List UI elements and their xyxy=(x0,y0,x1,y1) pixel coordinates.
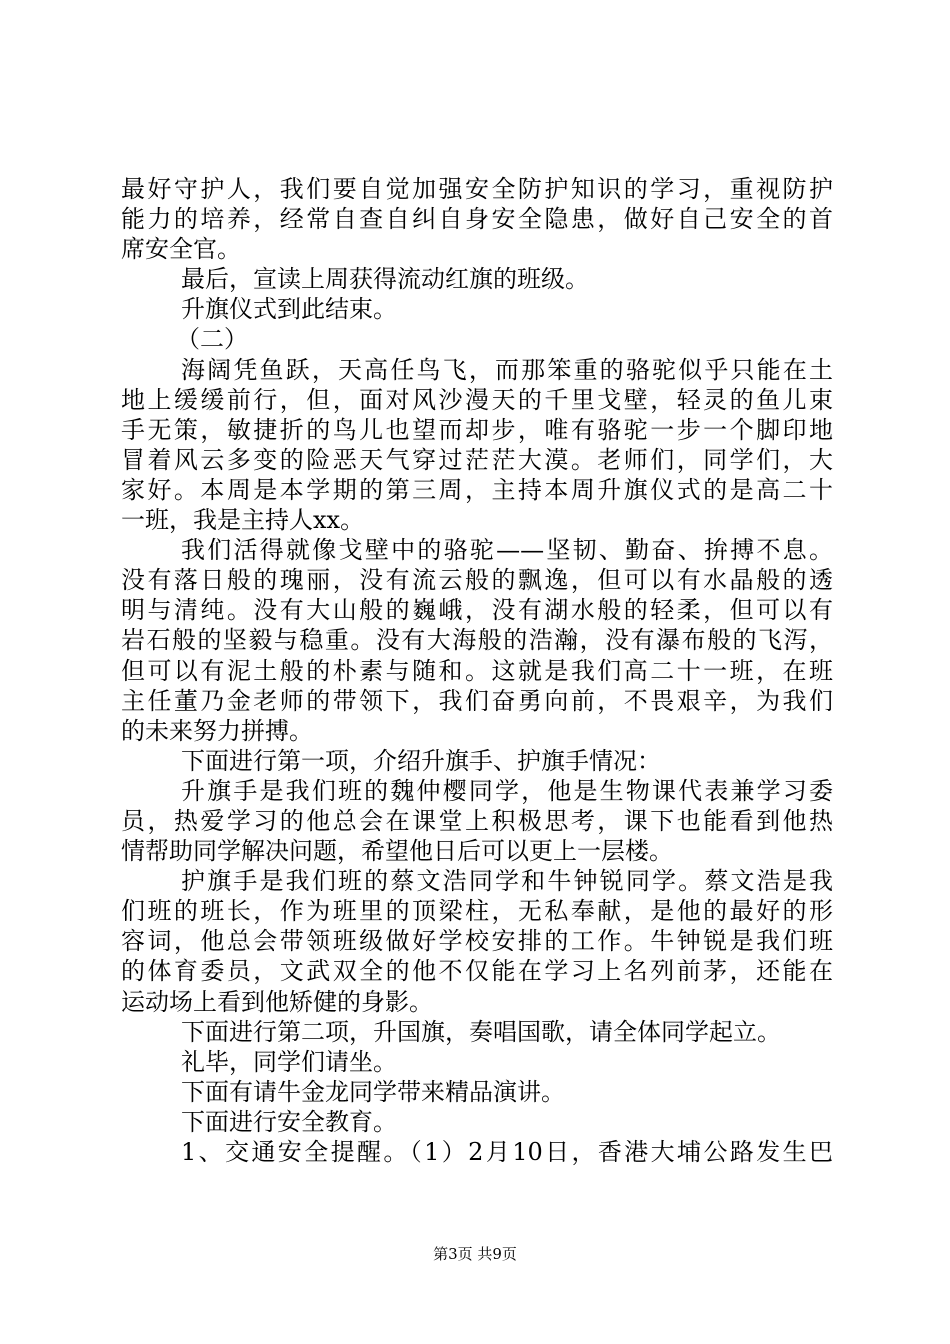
text-line: 席安全官。 xyxy=(121,235,241,264)
section-heading: （二） xyxy=(176,325,248,354)
text-line: 但可以有泥土般的朴素与随和。这就是我们高二十一班，在班 xyxy=(121,656,833,685)
paragraph-start: 升旗仪式到此结束。 xyxy=(181,295,397,324)
text-line: 岩石般的坚毅与稳重。没有大海般的浩瀚，没有瀑布般的飞泻， xyxy=(121,626,833,655)
text-line: 运动场上看到他矫健的身影。 xyxy=(121,987,433,1016)
text-line: 冒着风云多变的险恶天气穿过茫茫大漠。老师们，同学们，大 xyxy=(121,445,833,474)
page-number-footer: 第3页 共9页 xyxy=(433,1245,517,1263)
text-line: 情帮助同学解决问题，希望他日后可以更上一层楼。 xyxy=(121,837,673,866)
paragraph-start: 最后，宣读上周获得流动红旗的班级。 xyxy=(181,265,589,294)
text-line: 员，热爱学习的他总会在课堂上积极思考，课下也能看到他热 xyxy=(121,806,833,835)
paragraph-start: 1、交通安全提醒。（1）2月10日，香港大埔公路发生巴 xyxy=(181,1138,833,1166)
text-line: 手无策，敏捷折的鸟儿也望而却步，唯有骆驼一步一个脚印地 xyxy=(121,415,833,444)
text-line: 的体育委员，文武双全的他不仅能在学习上名列前茅，还能在 xyxy=(121,957,833,986)
paragraph-start: 下面进行第二项，升国旗，奏唱国歌，请全体同学起立。 xyxy=(181,1017,781,1046)
text-line: 们班的班长，作为班里的顶梁柱，无私奉献，是他的最好的形 xyxy=(121,897,833,926)
paragraph-start: 我们活得就像戈壁中的骆驼——坚韧、勤奋、拚搏不息。 xyxy=(181,536,833,565)
paragraph-start: 升旗手是我们班的魏仲樱同学，他是生物课代表兼学习委 xyxy=(181,776,833,805)
paragraph-start: 礼毕，同学们请坐。 xyxy=(181,1047,397,1076)
text-line: 没有落日般的瑰丽，没有流云般的飘逸，但可以有水晶般的透 xyxy=(121,566,833,595)
text-line: 家好。本周是本学期的第三周，主持本周升旗仪式的是高二十 xyxy=(121,475,833,504)
paragraph-start: 下面有请牛金龙同学带来精品演讲。 xyxy=(181,1077,565,1106)
paragraph-start: 下面进行安全教育。 xyxy=(181,1107,397,1136)
paragraph-start: 下面进行第一项，介绍升旗手、护旗手情况： xyxy=(181,746,661,775)
text-line: 明与清纯。没有大山般的巍峨，没有湖水般的轻柔，但可以有 xyxy=(121,596,833,625)
text-line: 主任董乃金老师的带领下，我们奋勇向前，不畏艰辛，为我们 xyxy=(121,686,833,715)
document-body xyxy=(121,174,833,1167)
text-line: 能力的培养，经常自查自纠自身安全隐患，做好自己安全的首 xyxy=(121,205,833,234)
paragraph-start: 海阔凭鱼跃，天高任鸟飞，而那笨重的骆驼似乎只能在土 xyxy=(181,355,833,384)
text-line: 最好守护人，我们要自觉加强安全防护知识的学习，重视防护 xyxy=(121,175,833,203)
paragraph-start: 护旗手是我们班的蔡文浩同学和牛钟锐同学。蔡文浩是我 xyxy=(181,867,833,896)
text-line: 容词，他总会带领班级做好学校安排的工作。牛钟锐是我们班 xyxy=(121,927,833,956)
text-line: 一班，我是主持人xx。 xyxy=(121,506,365,535)
text-line: 的未来努力拼搏。 xyxy=(121,716,313,745)
text-line: 地上缓缓前行，但，面对风沙漫天的千里戈壁，轻灵的鱼儿束 xyxy=(121,385,833,414)
